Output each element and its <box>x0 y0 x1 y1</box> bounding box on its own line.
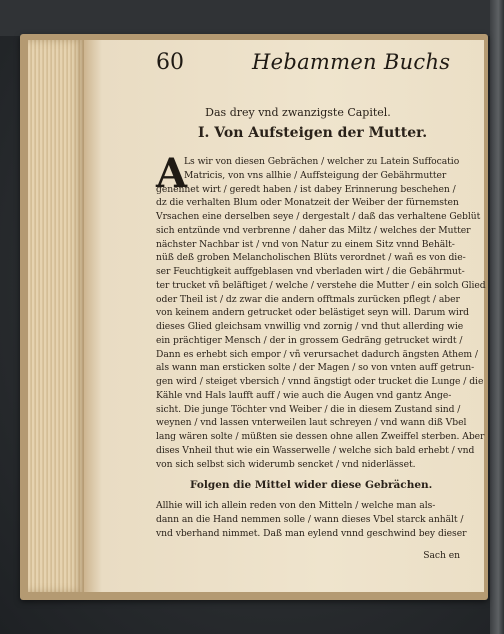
text-line: genennet wirt / geredt haben / ist dabey Erinnerung beschehen / <box>156 183 456 195</box>
text-line: dann an die Hand nemmen solle / wann dieses Vbel starck anhält / <box>156 514 464 525</box>
text-line: lang wären solte / müßten sie dessen ohne allen Zweiffel sterben. Aber <box>156 431 485 442</box>
text-line: Kähle vnd Hals laufft auff / wie auch die Augen vnd gantz Ange- <box>156 389 452 401</box>
page-header <box>72 50 464 90</box>
catchword: Sach en <box>423 549 460 561</box>
text-line: dises Vnheil thut wie ein Wasserwelle / welche sich bald erhebt / vnd <box>156 444 475 456</box>
paragraph-one <box>72 150 486 471</box>
chapter-heading: Das drey vnd zwanzigste Capitel. <box>205 106 391 119</box>
text-line: ser Feuchtigkeit auffgeblasen vnd vberladen wirt / die Gebährmut- <box>156 266 465 277</box>
text-line: Dann es erhebt sich empor / vñ verursachet dadurch ängsten Athem / <box>156 348 478 360</box>
text-line: vnd vberhand nimmet. Daß man eylend vnnd geschwind bey dieser <box>156 527 467 539</box>
text-line: dz die verhalten Blum oder Monatzeit der Weiber der fürnemsten <box>156 197 459 209</box>
drop-initial: A <box>156 150 188 197</box>
scan-top-shadow <box>0 0 504 36</box>
paragraph-two-lines <box>72 499 467 540</box>
text-line: gen wird / steiget vbersich / vnnd ängstigt oder trucket die Lunge / die <box>156 376 484 387</box>
text-line: oder Theil ist / dz zwar die andern offtmals zurücken pflegt / aber <box>156 293 460 305</box>
text-line: nüß deß groben Melancholischen Blüts verordnet / wañ es von die- <box>156 252 466 264</box>
text-line: ein prächtiger Mensch / der in grossem Gedräng getrucket wirdt / <box>156 334 463 346</box>
text-line: als wann man ersticken solte / der Magen / so von vnten auff getrun- <box>156 362 475 374</box>
section-title: I. Von Aufsteigen der Mutter. <box>198 125 428 141</box>
subheading: Folgen die Mittel wider diese Gebrächen. <box>190 479 433 492</box>
text-line: Vrsachen eine derselben seye / dergestalt / daß das verhaltene Geblüt <box>156 211 481 222</box>
text-line: ter trucket vñ beläftiget / welche / verstehe die Mutter / ein solch Glied <box>156 279 486 291</box>
running-head: Hebammen Buchs <box>252 50 451 74</box>
text-line: von sich selbst sich widerumb sencket / vnd niderlässet. <box>156 458 416 470</box>
paragraph-one-lines <box>72 150 486 471</box>
text-line: Ls wir von diesen Gebrächen / welcher zu Latein Suffocatio <box>184 156 460 167</box>
text-line: nächster Nachbar ist / vnd von Natur zu einem Sitz vnnd Behält- <box>156 238 455 250</box>
page-number: 60 <box>156 50 184 75</box>
text-line: sicht. Die junge Töchter vnd Weiber / die in diesem Zustand sind / <box>156 403 461 415</box>
text-line: weynen / vnd lassen vnterweilen laut schreyen / vnd wann diß Vbel <box>156 417 467 429</box>
text-line: Matricis, von vns allhie / Auffsteigung der Gebährmutter <box>184 169 447 181</box>
adjacent-volume-edge <box>490 0 504 634</box>
text-line: von keinem andern getrucket oder belästiget seyn will. Darum wird <box>156 307 469 319</box>
text-line: Allhie will ich allein reden von den Mitteln / welche man als- <box>156 500 436 512</box>
page-content <box>72 50 486 562</box>
text-line: sich entzünde vnd verbrenne / daher das Miltz / welches der Mutter <box>156 224 471 236</box>
text-line: dieses Glied gleichsam vnwillig vnd zornig / vnd thut allerding wie <box>156 321 464 332</box>
